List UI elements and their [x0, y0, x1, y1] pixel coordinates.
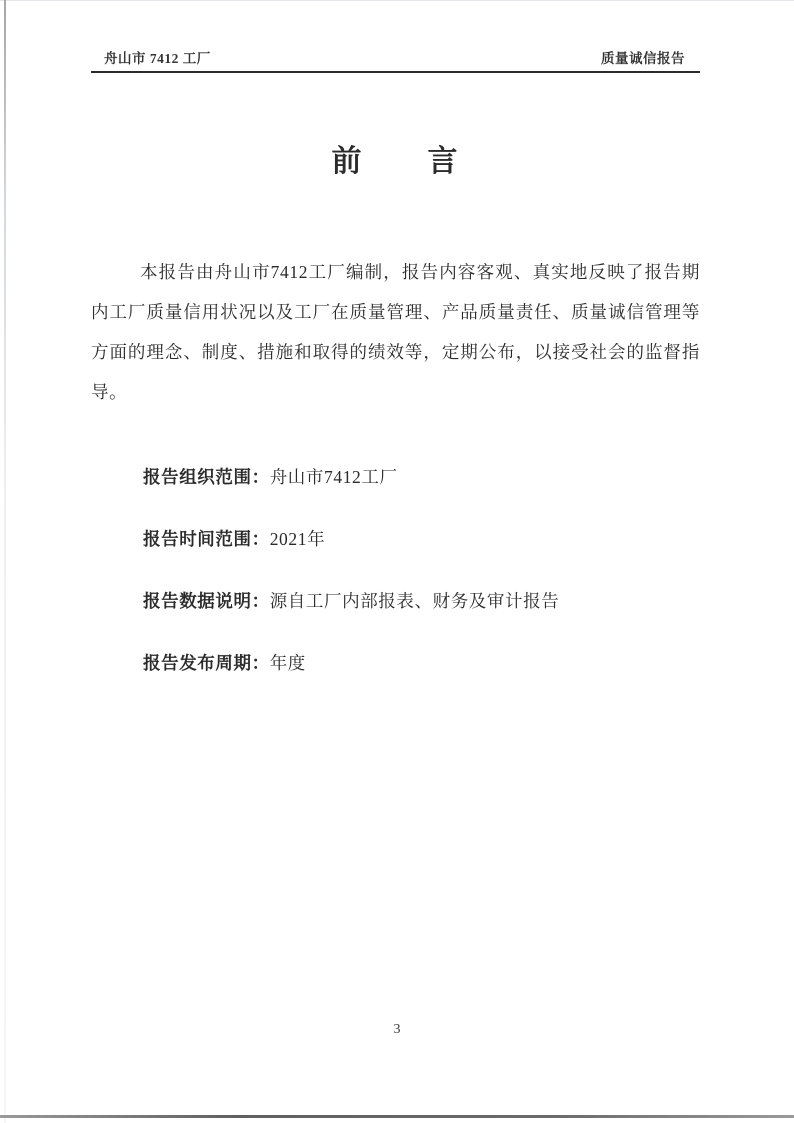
info-label: 报告发布周期：: [143, 653, 270, 673]
page-title: 前 言: [331, 145, 460, 178]
info-value: 2021年: [269, 529, 326, 549]
page-number: 3: [393, 1022, 401, 1037]
info-label: 报告数据说明：: [143, 591, 270, 611]
info-item-cycle: [143, 652, 703, 674]
scan-edge-bottom: [0, 1115, 794, 1118]
info-label: 报告组织范围：: [143, 467, 270, 487]
report-info-list: [143, 466, 703, 714]
info-value: 舟山市7412工厂: [269, 467, 398, 487]
info-value: 源自工厂内部报表、财务及审计报告: [269, 591, 560, 611]
preface-paragraph: 本报告由舟山市7412工厂编制，报告内容客观、真实地反映了报告期内工厂质量信用状况以及工厂在质量管理、产品质量责任、质量诚信管理等方面的理念、制度、措施和取得的绩效等，定期公布，以接受社会的监督指导。: [91, 262, 700, 402]
info-item-scope: [143, 466, 703, 488]
header-company-name: 舟山市 7412 工厂: [104, 51, 211, 66]
scan-edge-left: [4, 0, 6, 1123]
info-item-data-source: [143, 590, 703, 612]
header-report-name: 质量诚信报告: [601, 51, 685, 66]
scan-edge-top: [0, 0, 794, 1]
page-header: [91, 46, 700, 73]
info-item-period: [143, 528, 703, 550]
info-value: 年度: [269, 653, 306, 673]
info-label: 报告时间范围：: [143, 529, 270, 549]
